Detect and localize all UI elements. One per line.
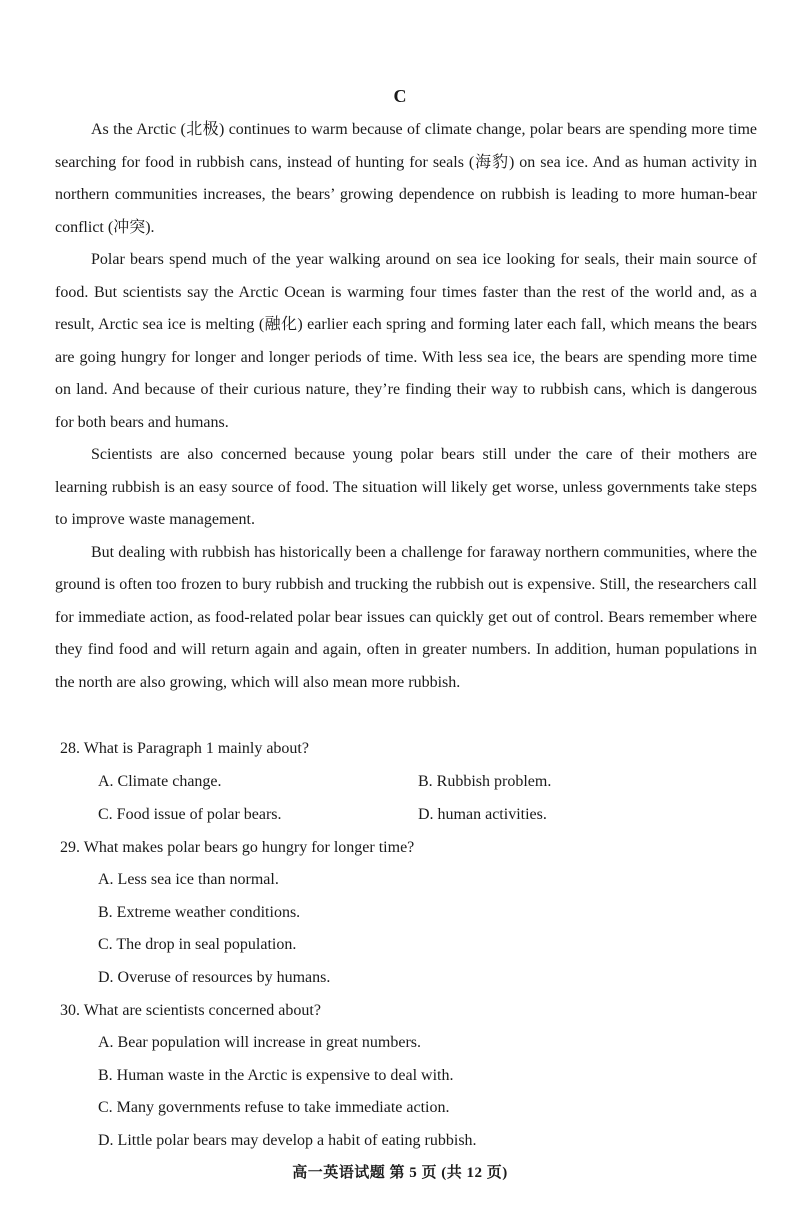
question-list <box>60 732 760 1157</box>
paragraph-3: Scientists are also concerned because young polar bears still under the care of their mothers are learning rubbish is an easy source of food. The situation will likely get worse, unless governments take steps to improve waste management. <box>55 446 757 528</box>
question-30 <box>60 994 760 1157</box>
question-28 <box>60 732 760 831</box>
option-row <box>60 798 760 831</box>
option-d[interactable]: D. Little polar bears may develop a habit of eating rubbish. <box>98 1131 477 1149</box>
option-b[interactable]: B. Human waste in the Arctic is expensive to deal with. <box>98 1066 454 1084</box>
page-footer: 高一英语试题 第 5 页 (共 12 页) <box>292 1165 508 1181</box>
paragraph-1: As the Arctic (北极) continues to warm because of climate change, polar bears are spending more time searching for food in rubbish cans, instead of hunting for seals (海豹) on sea ice. And as human activity in northern communities increases, the bears’ growing dependence on rubbish is leading to more human-bear conflict (冲突). <box>55 121 757 236</box>
reading-passage <box>55 114 757 699</box>
option-a[interactable]: A. Bear population will increase in great numbers. <box>98 1034 422 1051</box>
option-a[interactable]: A. Less sea ice than normal. <box>98 871 279 888</box>
option-c[interactable]: C. Many governments refuse to take immediate action. <box>98 1099 450 1116</box>
option-a[interactable]: A. Climate change. <box>98 773 222 790</box>
option-b[interactable]: B. Rubbish problem. <box>418 773 552 790</box>
option-c[interactable]: C. Food issue of polar bears. <box>98 806 282 823</box>
paragraph-4: But dealing with rubbish has historically been a challenge for faraway northern communities, where the ground is often too frozen to bury rubbish and trucking the rubbish out is expensive. Still, the researchers call for immediate action, as food-related polar bear issues can quickly get out of control. Bears remember where they find food and will return again and again, often in greater numbers. In addition, human populations in the north are also growing, which will also mean more rubbish. <box>55 543 757 691</box>
question-stem: 28. What is Paragraph 1 mainly about? <box>60 740 309 757</box>
option-row <box>60 765 760 798</box>
option-d[interactable]: D. human activities. <box>418 806 547 823</box>
option-b[interactable]: B. Extreme weather conditions. <box>98 903 301 921</box>
question-stem: 30. What are scientists concerned about? <box>60 1002 321 1019</box>
question-stem: 29. What makes polar bears go hungry for longer time? <box>60 839 415 856</box>
option-c[interactable]: C. The drop in seal population. <box>98 936 297 953</box>
section-heading: C <box>393 86 407 106</box>
paragraph-2: Polar bears spend much of the year walking around on sea ice looking for seals, their main source of food. But scientists say the Arctic Ocean is warming four times faster than the rest of the world and, as a result, Arctic sea ice is melting (融化) earlier each spring and forming later each fall, which means the bears are going hungry for longer and longer periods of time. With less sea ice, the bears are spending more time on land. And because of their curious nature, they’re finding their way to rubbish cans, which is dangerous for both bears and humans. <box>55 251 757 431</box>
question-29 <box>60 831 760 994</box>
option-d[interactable]: D. Overuse of resources by humans. <box>98 968 331 986</box>
